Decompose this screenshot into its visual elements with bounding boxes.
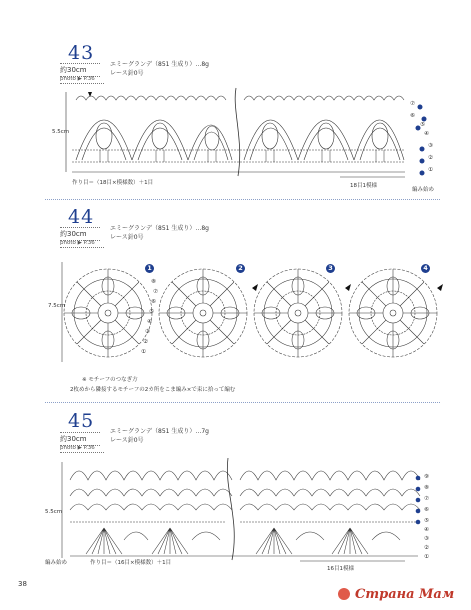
row-number: ⑨ [424, 474, 429, 480]
hook-text: レース針0号 [110, 70, 144, 77]
pattern-number: 44 [68, 206, 95, 228]
joining-note-text: 2枚めから隣接するモチーフの2カ所をこま編み×で束に拾って編む [70, 387, 236, 393]
row-number: ⑤ [420, 122, 425, 128]
row-number: ⑥ [151, 299, 156, 305]
joining-note-title: ※ モチーフのつなぎ方 [82, 377, 138, 383]
row-number: ⑥ [410, 113, 415, 119]
repeat-label: 16目1模様 [327, 566, 354, 572]
motif-badge-2: 2 [236, 264, 245, 273]
watermark: Страна Мам [355, 587, 455, 602]
row-number: ⑧ [424, 485, 429, 491]
foundation-label: 作り目＝（18目×模様数）＋1目 [72, 180, 154, 186]
row-number: ④ [424, 131, 429, 137]
pattern-number: 43 [68, 42, 95, 64]
motif-badge-4: 4 [421, 264, 430, 273]
motif-badge-1: 1 [145, 264, 154, 273]
start-label: 編み始め [45, 560, 68, 566]
yarn-text: エミーグランデ（851 生成り）…8g [110, 225, 209, 232]
photo-ref: photo ▶ P.36 [60, 240, 104, 248]
photo-ref: photo ▶ P.36 [60, 445, 104, 453]
row-number: ① [141, 349, 146, 355]
row-number: ① [428, 167, 433, 173]
start-label: 編み始め [412, 187, 435, 193]
row-number: ③ [424, 536, 429, 542]
row-number: ① [424, 554, 429, 560]
pattern-width: 約30cm [60, 63, 100, 77]
row-number: ② [424, 545, 429, 551]
photo-ref: photo ▶ P.36 [60, 76, 104, 84]
page-number: 38 [18, 580, 27, 588]
hook-text: レース針0号 [110, 234, 144, 241]
motif-badge-3: 3 [326, 264, 335, 273]
pattern-number: 45 [68, 410, 95, 432]
row-number: ⑤ [149, 309, 154, 315]
row-number: ② [143, 339, 148, 345]
row-number: ③ [428, 143, 433, 149]
row-number: ⑧ [151, 279, 156, 285]
yarn-text: エミーグランデ（851 生成り）…8g [110, 61, 209, 68]
yarn-text: エミーグランデ（851 生成り）…7g [110, 428, 209, 435]
row-number: ④ [147, 319, 152, 325]
height-label: 5.5cm [52, 129, 70, 135]
foundation-label: 作り目＝（16目×模様数）＋1目 [90, 560, 172, 566]
row-number: ⑦ [153, 289, 158, 295]
pattern-width: 約30cm [60, 432, 100, 446]
watermark-icon [338, 588, 350, 600]
hook-text: レース針0号 [110, 437, 144, 444]
row-number: ⑦ [424, 496, 429, 502]
height-label: 5.5cm [45, 509, 63, 515]
row-number: ② [428, 155, 433, 161]
repeat-label: 18目1模様 [350, 183, 377, 189]
row-number: ⑤ [424, 518, 429, 524]
height-label: 7.5cm [48, 303, 66, 309]
row-number: ⑥ [424, 507, 429, 513]
row-number: ③ [145, 329, 150, 335]
row-number: ⑦ [410, 101, 415, 107]
pattern-width: 約30cm [60, 227, 100, 241]
row-number: ④ [424, 527, 429, 533]
